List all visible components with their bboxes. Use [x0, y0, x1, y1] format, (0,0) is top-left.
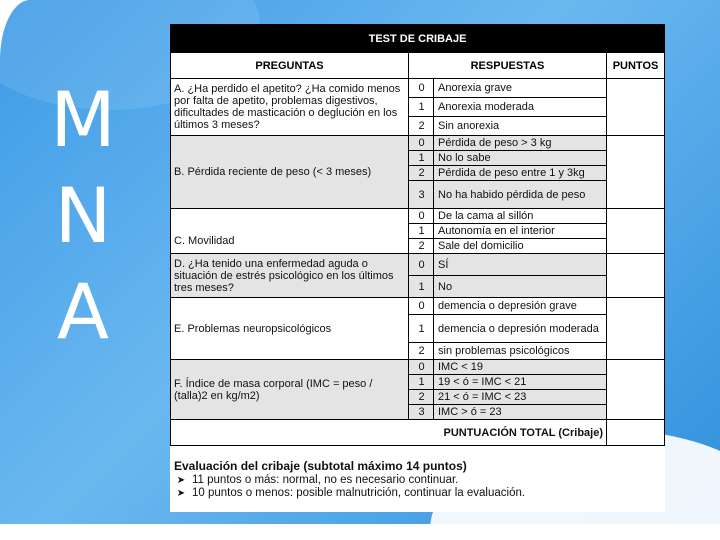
evaluation-title: Evaluación del cribaje (subtotal máximo 14 puntos) — [174, 459, 467, 473]
answer-cell: Sale del domicilio — [434, 239, 607, 254]
score-cell: 1 — [409, 276, 434, 298]
evaluation-item — [174, 487, 662, 500]
arrow-bullet-icon: ➤ — [176, 488, 186, 499]
answer-cell: demencia o depresión grave — [434, 298, 607, 315]
score-cell: 0 — [409, 79, 434, 98]
table-row — [171, 360, 665, 375]
answer-cell: No — [434, 276, 607, 298]
answer-cell: Autonomía en el interior — [434, 224, 607, 239]
evaluation-item-text: 11 puntos o más: normal, no es necesario continuar. — [192, 474, 459, 486]
table-row — [171, 209, 665, 224]
arrow-bullet-icon: ➤ — [176, 475, 186, 486]
table-row — [171, 79, 665, 98]
score-cell: 0 — [409, 298, 434, 315]
table-row — [171, 136, 665, 151]
question-cell: F. Índice de masa corporal (IMC = peso / (talla)2 en kg/m2) — [171, 360, 409, 420]
points-cell — [607, 209, 665, 254]
answer-cell: Pérdida de peso > 3 kg — [434, 136, 607, 151]
answer-cell: 19 < ó = IMC < 21 — [434, 375, 607, 390]
score-cell: 2 — [409, 390, 434, 405]
points-cell — [607, 136, 665, 209]
score-cell: 1 — [409, 151, 434, 166]
points-cell — [607, 79, 665, 136]
total-points-cell — [607, 420, 665, 446]
question-cell: D. ¿Ha tenido una enfermedad aguda o situación de estrés psicológico en los últimos tres meses? — [171, 254, 409, 298]
side-letter-a: A — [57, 267, 111, 356]
score-cell: 1 — [409, 375, 434, 390]
answer-cell: demencia o depresión moderada — [434, 315, 607, 343]
side-letter-m: M — [50, 75, 118, 164]
evaluation-item-text: 10 puntos o menos: posible malnutrición, continuar la evaluación. — [192, 487, 526, 499]
answer-cell: Sin anorexia — [434, 117, 607, 136]
header-questions: PREGUNTAS — [171, 53, 409, 79]
score-cell: 3 — [409, 181, 434, 209]
header-points: PUNTOS — [607, 53, 665, 79]
points-cell — [607, 298, 665, 360]
answer-cell: Pérdida de peso entre 1 y 3kg — [434, 166, 607, 181]
score-cell: 2 — [409, 117, 434, 136]
evaluation-section — [174, 460, 662, 500]
total-label: PUNTUACIÓN TOTAL (Cribaje) — [171, 420, 607, 446]
answer-cell: sin problemas psicológicos — [434, 343, 607, 360]
score-cell: 1 — [409, 224, 434, 239]
score-cell: 0 — [409, 136, 434, 151]
total-row — [171, 420, 665, 446]
answer-cell: No lo sabe — [434, 151, 607, 166]
bottom-strip — [0, 524, 720, 540]
side-letter-n: N — [54, 171, 114, 260]
answer-cell: SÍ — [434, 254, 607, 276]
answer-cell: No ha habido pérdida de peso — [434, 181, 607, 209]
question-cell: C. Movilidad — [171, 209, 409, 254]
answer-cell: De la cama al sillón — [434, 209, 607, 224]
answer-cell: IMC < 19 — [434, 360, 607, 375]
score-cell: 0 — [409, 209, 434, 224]
answer-cell: 21 < ó = IMC < 23 — [434, 390, 607, 405]
score-cell: 0 — [409, 254, 434, 276]
side-title — [36, 75, 132, 356]
screening-document — [170, 24, 665, 512]
table-title: TEST DE CRIBAJE — [171, 25, 665, 53]
answer-cell: IMC > ó = 23 — [434, 405, 607, 420]
screening-table — [170, 24, 665, 446]
header-answers: RESPUESTAS — [409, 53, 607, 79]
points-cell — [607, 360, 665, 420]
answer-cell: Anorexia moderada — [434, 98, 607, 117]
score-cell: 1 — [409, 315, 434, 343]
question-cell: B. Pérdida reciente de peso (< 3 meses) — [171, 136, 409, 209]
points-cell — [607, 254, 665, 298]
evaluation-item — [174, 474, 662, 487]
question-cell: E. Problemas neuropsicológicos — [171, 298, 409, 360]
score-cell: 1 — [409, 98, 434, 117]
score-cell: 2 — [409, 343, 434, 360]
score-cell: 2 — [409, 239, 434, 254]
table-row — [171, 254, 665, 276]
answer-cell: Anorexia grave — [434, 79, 607, 98]
score-cell: 3 — [409, 405, 434, 420]
question-cell: A. ¿Ha perdido el apetito? ¿Ha comido menos por falta de apetito, problemas digestivos, dificultades de masticación o deglución en los últimos 3 meses? — [171, 79, 409, 136]
score-cell: 0 — [409, 360, 434, 375]
table-row — [171, 298, 665, 315]
score-cell: 2 — [409, 166, 434, 181]
